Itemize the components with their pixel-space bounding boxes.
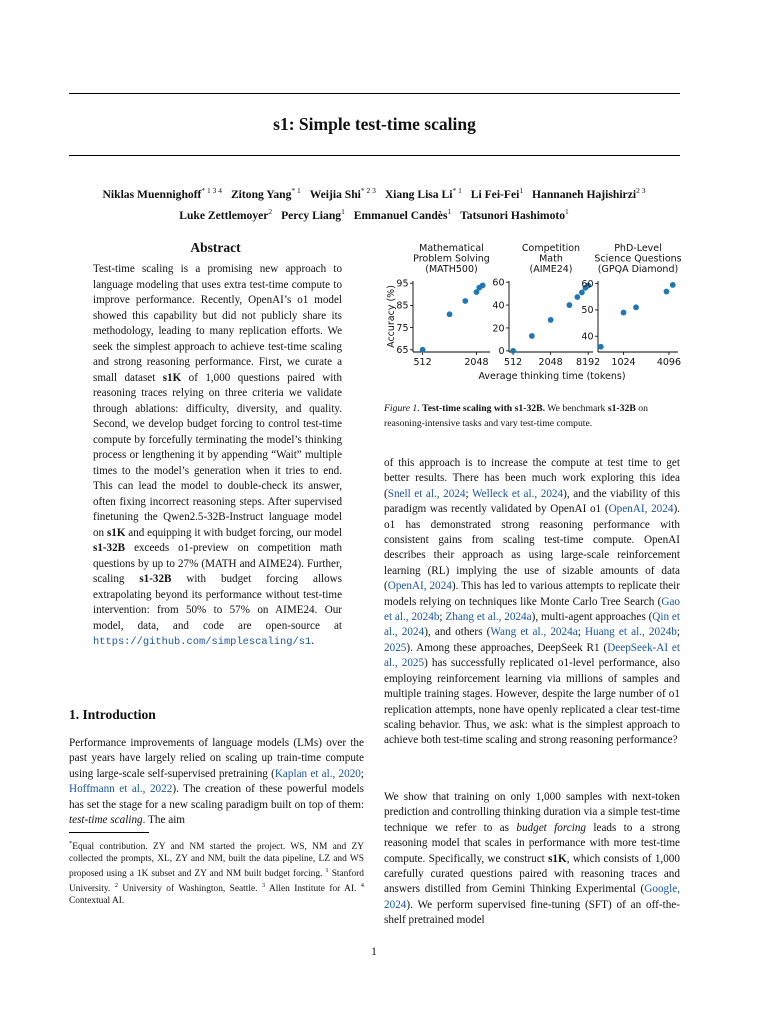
data-point bbox=[670, 282, 676, 288]
data-point bbox=[480, 283, 486, 289]
top-rule bbox=[69, 93, 680, 94]
y-tick-label: 40 bbox=[492, 300, 505, 312]
y-tick-label: 0 bbox=[498, 346, 505, 358]
right-column-paragraph-2: We show that training on only 1,000 samples with next-token prediction and controlling thinking duration via a simple test-time technique we refer to as budget forcing leads to a strong reasoning model that scales in performance with more test-time compute. Specifically, we construct s1K, which consists of 1,000 carefully curated questions paired with reasoning traces and answers distilled from Gemini Thinking Experimental (Google, 2024). We perform supervised fine-tuning (SFT) of an off-the-shelf pretrained model bbox=[384, 791, 680, 927]
introduction-heading: 1. Introduction bbox=[69, 707, 156, 722]
y-tick-label: 75 bbox=[396, 322, 409, 334]
citation-link[interactable]: OpenAI, 2024 bbox=[387, 580, 452, 593]
x-tick-label: 1024 bbox=[611, 357, 636, 368]
citation-link[interactable]: Hoffmann et al., 2022 bbox=[69, 783, 173, 796]
citation-link[interactable]: Google, 2024 bbox=[384, 883, 680, 911]
author: Zitong Yang$^{* 1}$ bbox=[230, 186, 301, 201]
chart-title-line: Competition bbox=[521, 243, 581, 254]
y-tick-label: 40 bbox=[581, 331, 594, 343]
citation-link[interactable]: DeepSeek-AI et al., 2025 bbox=[384, 641, 680, 670]
figure-1-chart bbox=[380, 238, 690, 386]
x-tick-label: 512 bbox=[413, 357, 432, 368]
data-point bbox=[598, 344, 604, 350]
data-point bbox=[633, 304, 639, 310]
author: Hannaneh Hajishirzi$^{2 3}$ bbox=[532, 186, 646, 201]
citation-link[interactable]: 2025 bbox=[384, 641, 407, 654]
data-point bbox=[529, 333, 535, 339]
y-axis-label: Accuracy (%) bbox=[386, 285, 397, 348]
x-tick-label: 2048 bbox=[538, 357, 563, 368]
chart-title-line: (AIME24) bbox=[529, 264, 573, 275]
citation-link[interactable]: Welleck et al., 2024 bbox=[471, 487, 564, 500]
y-tick-label: 20 bbox=[492, 323, 505, 335]
citation-link[interactable]: Zhang et al., 2024a bbox=[445, 611, 532, 624]
author: Emmanuel Candès$^1$ bbox=[353, 206, 452, 222]
data-point bbox=[621, 310, 627, 316]
footnote-rule bbox=[69, 832, 149, 833]
author: Xiang Lisa Li$^{* 1}$ bbox=[384, 186, 462, 201]
page-number: 1 bbox=[371, 946, 377, 958]
author: Tatsunori Hashimoto$^1$ bbox=[460, 206, 569, 222]
x-tick-label: 2048 bbox=[464, 357, 489, 368]
paper-title: s1: Simple test-time scaling bbox=[273, 114, 476, 134]
chart-title-line: PhD-Level bbox=[614, 243, 662, 254]
author: Luke Zettlemoyer$^2$ bbox=[179, 206, 273, 222]
data-point bbox=[462, 298, 468, 304]
abstract-body: Test-time scaling is a promising new approach to language modeling that uses extra test-time compute to improve performance. Recently, OpenAI’s o1 model showed this capability but did not publicly share its methodology, leading to many replication efforts. We seek the simplest approach to achieve test-time scaling and strong reasoning performance. First, we curate a small dataset s1K of 1,000 questions paired with reasoning traces relying on three criteria we validate through ablations: difficulty, diversity, and quality. Second, we develop budget forcing to control test-time compute by forcefully terminating the model’s thinking process or lengthening it by appending “Wait” multiple times to the model’s generation when it tries to end. This can lead the model to double-check its answer, often fixing incorrect reasoning steps. After supervised finetuning the Qwen2.5-32B-Instruct language model on s1K and equipping it with budget forcing, our model s1-32B exceeds o1-preview on competition math questions by up to 27% (MATH and AIME24). Further, scaling s1-32B with budget forcing allows extrapolating beyond its performance without test-time intervention: from 50% to 57% on AIME24. Our model, data, and code are open-source at https://github.com/simplescaling/s1. bbox=[93, 263, 343, 648]
data-point bbox=[548, 317, 554, 323]
data-point bbox=[447, 311, 453, 317]
citation-link[interactable]: OpenAI, 2024 bbox=[608, 503, 674, 516]
data-point bbox=[574, 294, 580, 300]
figure-caption: Figure 1. Test-time scaling with s1-32B. We benchmark s1-32B on reasoning-intensive tasks and vary test-time compute. bbox=[384, 403, 648, 429]
chart-title-line: (GPQA Diamond) bbox=[597, 264, 679, 275]
author: Niklas Muennighoff$^{* 1 3 4}$ bbox=[102, 186, 223, 201]
chart-title-line: Mathematical bbox=[419, 243, 484, 254]
chart-title-line: Problem Solving bbox=[413, 253, 490, 265]
chart-title-line: (MATH500) bbox=[425, 264, 478, 275]
code-url-link[interactable]: https://github.com/simplescaling/s1 bbox=[93, 636, 312, 648]
y-tick-label: 85 bbox=[396, 300, 409, 312]
title-bottom-rule bbox=[69, 155, 680, 156]
citation-link[interactable]: Huang et al., 2024b bbox=[584, 626, 677, 639]
citation-link[interactable]: Kaplan et al., 2020 bbox=[274, 767, 361, 780]
x-axis-label: Average thinking time (tokens) bbox=[478, 371, 626, 382]
data-point bbox=[579, 290, 585, 296]
footnote: *Equal contribution. ZY and NM started the project. WS, NM and ZY collected the prompts, XL, ZY and NM, built the data pipeline, LZ and WS proposed using a 1K subset and ZY and NM built budget forcing. $^1$ Stanford University. $^2$ University of Washington, Seattle. $^3$ Allen Institute for AI. $^4$ Contextual AI. bbox=[69, 840, 365, 906]
author: Li Fei-Fei$^1$ bbox=[470, 186, 524, 201]
author-list bbox=[60, 182, 688, 224]
author: Percy Liang$^1$ bbox=[281, 206, 345, 222]
chart-title-line: Science Questions bbox=[594, 253, 682, 265]
y-tick-label: 65 bbox=[396, 345, 409, 357]
data-point bbox=[566, 302, 572, 308]
data-point bbox=[664, 289, 670, 295]
citation-link[interactable]: Wang et al., 2024a bbox=[490, 626, 578, 639]
x-tick-label: 4096 bbox=[656, 357, 682, 368]
data-point bbox=[420, 347, 426, 353]
y-tick-label: 50 bbox=[581, 305, 594, 317]
x-tick-label: 512 bbox=[504, 357, 523, 368]
y-tick-label: 60 bbox=[581, 278, 594, 290]
introduction-body: Performance improvements of language models (LMs) over the past years have largely relied on scaling up train-time compute using large-scale self-supervised pretraining (Kaplan et al., 2020; Hoffmann et al., 2022). The creation of these powerful models has set the stage for a new scaling paradigm built on top of them: test-time scaling. The aim bbox=[69, 737, 364, 827]
author: Weijia Shi$^{* 2 3}$ bbox=[309, 186, 376, 201]
y-tick-label: 60 bbox=[492, 277, 505, 289]
chart-title-line: Math bbox=[539, 253, 563, 265]
data-point bbox=[510, 348, 516, 354]
citation-link[interactable]: Snell et al., 2024 bbox=[387, 487, 466, 500]
citation-link[interactable]: Qin et al., 2024 bbox=[384, 611, 681, 639]
right-column-paragraph-1: of this approach is to increase the compute at test time to get better results. There has been much work exploring this idea (Snell et al., 2024; Welleck et al., 2024), and the viability of this paradigm was recently validated by OpenAI o1 (OpenAI, 2024). o1 has demonstrated strong reasoning performance with consistent gains from scaling test-time compute. OpenAI describes their approach as using large-scale reinforcement learning (RL) implying the use of sizable amounts of data (OpenAI, 2024). This has led to various attempts to replicate their models relying on techniques like Monte Carlo Tree Search (Gao et al., 2024b; Zhang et al., 2024a), multi-agent approaches (Qin et al., 2024), and others (Wang et al., 2024a; Huang et al., 2024b; 2025). Among these approaches, DeepSeek R1 (DeepSeek-AI et al., 2025) has successfully replicated o1-level performance, also employing reinforcement learning via millions of samples and multiple training stages. However, despite the large number of o1 replication attempts, none have openly replicated a clear test-time scaling behavior. Thus, we ask: what is the simplest approach to achieve both test-time scaling and strong reasoning performance? bbox=[384, 457, 681, 747]
abstract-heading: Abstract bbox=[190, 240, 241, 255]
citation-link[interactable]: Gao et al., 2024b bbox=[384, 595, 680, 624]
x-tick-label: 8192 bbox=[576, 357, 601, 368]
y-tick-label: 95 bbox=[396, 278, 409, 290]
